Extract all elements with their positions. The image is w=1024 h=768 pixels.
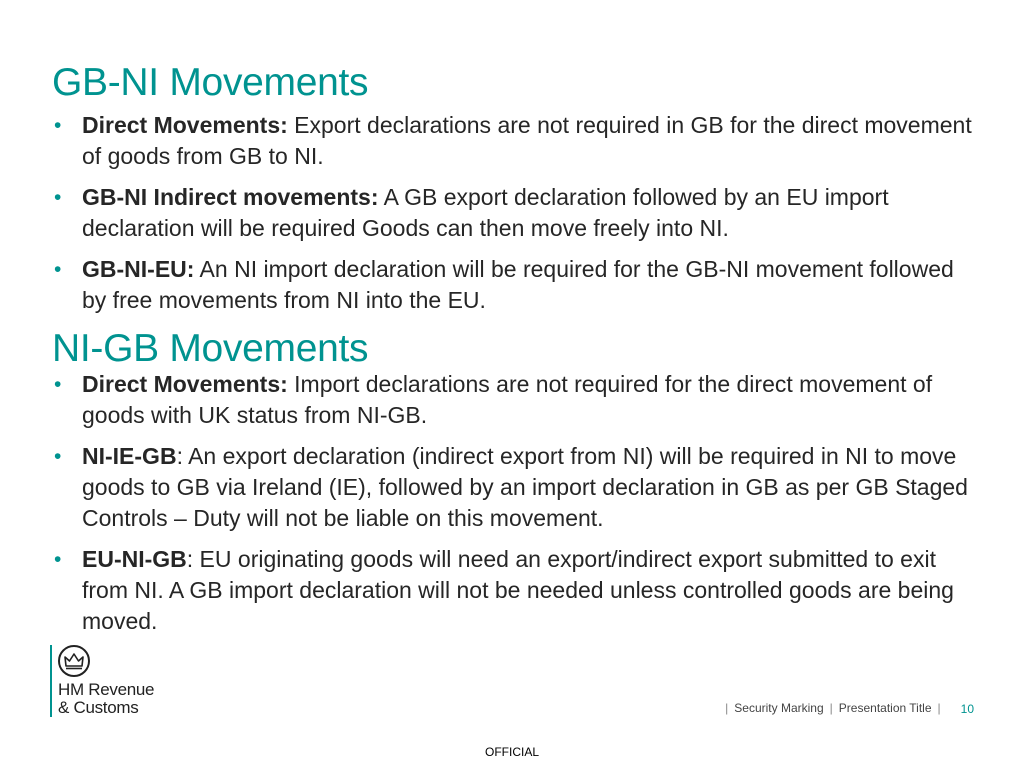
presentation-title: Presentation Title	[838, 701, 932, 715]
page-number: 10	[960, 702, 974, 716]
footer	[725, 701, 974, 715]
hmrc-logo	[50, 645, 154, 717]
classification-label: OFFICIAL	[484, 745, 539, 759]
bullet-marker: •	[54, 258, 62, 281]
footer-separator: |	[937, 701, 941, 715]
footer-separator: |	[829, 701, 833, 715]
crown-crest-icon	[58, 645, 90, 677]
bullet-lead: Direct Movements:	[82, 371, 288, 397]
bullet-list-gb-ni	[52, 110, 982, 326]
bullet-item	[52, 369, 982, 431]
bullet-text: : EU originating goods will need an export/indirect export submitted to exit from NI. A GB import declaration will not be needed unless controlled goods are being moved.	[82, 546, 954, 634]
bullet-item	[52, 254, 982, 316]
bullet-lead: EU-NI-GB	[82, 546, 187, 572]
logo-line-1: HM Revenue	[58, 680, 155, 699]
bullet-item	[52, 544, 982, 637]
bullet-text: Import declarations are not required for the direct movement of goods with UK status from NI-GB.	[82, 371, 933, 428]
bullet-marker: •	[54, 373, 62, 396]
bullet-lead: GB-NI Indirect movements:	[82, 184, 379, 210]
bullet-text: An NI import declaration will be required for the GB-NI movement followed by free movements from NI into the EU.	[82, 256, 954, 313]
bullet-marker: •	[54, 114, 62, 137]
logo-line-2: & Customs	[58, 698, 139, 717]
bullet-text: Export declarations are not required in GB for the direct movement of goods from GB to NI.	[82, 112, 972, 169]
bullet-lead: GB-NI-EU:	[82, 256, 195, 282]
bullet-lead: NI-IE-GB	[82, 443, 177, 469]
bullet-item	[52, 110, 982, 172]
bullet-text: A GB export declaration followed by an EU import declaration will be required Goods can then move freely into NI.	[82, 184, 889, 241]
bullet-text: : An export declaration (indirect export from NI) will be required in NI to move goods to GB via Ireland (IE), followed by an import declaration in GB as per GB Staged Controls – Duty will not be liable on this movement.	[82, 443, 968, 531]
security-marking: Security Marking	[734, 701, 824, 715]
section-title-ni-gb: NI-GB Movements	[52, 327, 369, 370]
bullet-marker: •	[54, 186, 62, 209]
section-title-gb-ni: GB-NI Movements	[52, 61, 369, 104]
bullet-item	[52, 441, 982, 534]
logo-text	[58, 681, 154, 717]
footer-separator: |	[725, 701, 729, 715]
bullet-marker: •	[54, 548, 62, 571]
bullet-list-ni-gb	[52, 369, 982, 647]
bullet-marker: •	[54, 445, 62, 468]
bullet-item	[52, 182, 982, 244]
bullet-lead: Direct Movements:	[82, 112, 288, 138]
